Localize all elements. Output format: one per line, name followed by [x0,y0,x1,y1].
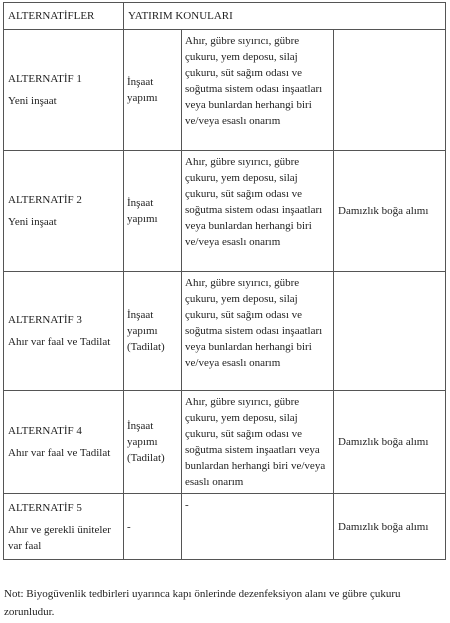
investment-topic: Ahır, gübre sıyırıcı, gübre çukuru, yem deposu, silaj çukuru, süt sağım odası ve soğutma sistem odası inşaatları veya bunlardan herhangi biri ve/veya esaslı onarım [182,272,334,391]
extra-investment: Damızlık boğa alımı [334,391,446,494]
alternative-cell [4,494,124,560]
alternative-title: ALTERNATİF 4 [8,425,82,437]
extra-investment: Damızlık boğa alımı [334,151,446,272]
table-header-row [4,3,446,30]
investment-topic: Ahır, gübre sıyırıcı, gübre çukuru, yem deposu, silaj çukuru, süt sağım odası ve soğutma sistem inşaatları veya bunlardan herhangi biri ve/veya esaslı onarım [182,391,334,494]
alternative-description: Yeni inşaat [8,216,57,228]
construction-type: İnşaat yapımı (Tadilat) [124,272,182,391]
alternative-description: Ahır var faal ve Tadilat [8,336,111,348]
alternatives-table [3,2,446,560]
footnote: Not: Biyogüvenlik tedbirleri uyarınca kapı önlerinde dezenfeksiyon alanı ve gübre çukuru zorunludur. [4,588,401,618]
table-row [4,494,446,560]
alternative-cell [4,391,124,494]
construction-type: İnşaat yapımı [124,30,182,151]
table-row [4,30,446,151]
extra-investment [334,272,446,391]
extra-investment: Damızlık boğa alımı [334,494,446,560]
investment-topic: - [182,494,334,560]
alternative-title: ALTERNATİF 3 [8,314,82,326]
construction-type: İnşaat yapımı [124,151,182,272]
alternative-description: Yeni inşaat [8,95,57,107]
table-row [4,391,446,494]
alternative-cell [4,30,124,151]
header-alternatives: ALTERNATİFLER [4,3,124,30]
alternative-cell [4,151,124,272]
construction-type: İnşaat yapımı (Tadilat) [124,391,182,494]
investment-topic: Ahır, gübre sıyırıcı, gübre çukuru, yem deposu, silaj çukuru, süt sağım odası ve soğutma sistem odası inşaatları veya bunlardan herhangi biri ve/veya esaslı onarım [182,30,334,151]
investment-topic: Ahır, gübre sıyırıcı, gübre çukuru, yem deposu, silaj çukuru, süt sağım odası ve soğutma sistem odası inşaatları veya bunlardan herhangi biri ve/veya esaslı onarım [182,151,334,272]
construction-type: - [124,494,182,560]
alternative-title: ALTERNATİF 1 [8,73,82,85]
table-row [4,151,446,272]
alternative-title: ALTERNATİF 5 [8,501,82,514]
alternative-description: Ahır var faal ve Tadilat [8,447,111,459]
alternative-cell [4,272,124,391]
header-investment-topics: YATIRIM KONULARI [124,3,446,30]
table-row [4,272,446,391]
alternative-description: Ahır ve gerekli üniteler var faal [8,523,111,552]
alternative-title: ALTERNATİF 2 [8,194,82,206]
extra-investment [334,30,446,151]
